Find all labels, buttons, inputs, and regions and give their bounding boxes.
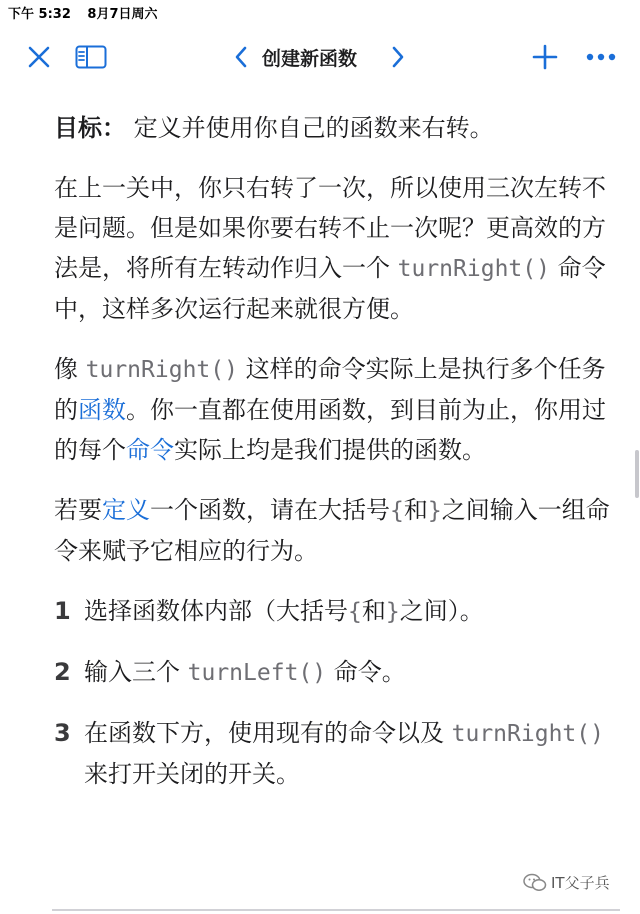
define-text: 一个函数，请在大括号 [150,496,390,524]
brace-close: } [385,599,400,625]
page-title: 创建新函数 [262,48,358,70]
next-page-button[interactable] [385,42,411,72]
nav-bar [0,32,640,82]
intro-text-end: 命令中，这样多次运行起来就很方便。 [54,254,606,323]
close-button[interactable] [24,42,54,72]
chevron-right-icon [390,45,406,69]
plus-icon [532,44,558,70]
watermark-text: IT父子兵 [551,874,610,892]
functions-text: 像 [54,355,86,383]
status-date: 8月7日周六 [87,7,158,22]
functions-text: 这样的命令实际上是执行多个任务的 [54,355,606,424]
divider [52,909,620,911]
more-button[interactable] [584,42,618,72]
more-icon [586,53,616,61]
code-turn-right: turnRight() [85,357,238,383]
close-icon [27,45,51,69]
goal-label: 目标： [54,114,126,142]
code-turn-right: turnRight() [397,256,550,282]
intro-paragraph [54,168,620,329]
step-text: 在函数下方，使用现有的命令以及 [84,719,452,747]
status-time: 下午 5:32 [8,7,71,22]
step-number: 3 [54,719,71,747]
step-number: 2 [54,658,71,686]
status-bar [8,3,170,22]
brace-open: { [348,599,362,625]
list-item [54,652,620,693]
step-text: 选择函数体内部（大括号 [84,597,348,625]
functions-text: 实际上均是我们提供的函数。 [174,436,486,464]
step-text: 来打开关闭的开关。 [84,760,300,788]
define-text: 和 [403,496,428,524]
brace-open: { [390,498,404,524]
define-text: 若要 [54,496,102,524]
previous-page-button[interactable] [228,42,254,72]
step-text: 命令。 [326,658,406,686]
scrollbar-thumb[interactable] [635,450,639,498]
step-number: 1 [54,597,71,625]
add-button[interactable] [530,42,560,72]
step-text: 输入三个 [84,658,188,686]
code-turn-right: turnRight() [451,721,604,747]
goal-paragraph [54,108,620,148]
define-text: 之间输入一组命令来赋予它相应的行为。 [54,496,610,565]
instructions-content [54,108,620,814]
brace-close: } [427,498,442,524]
function-glossary-link[interactable]: 函数 [78,396,126,424]
chevron-left-icon [233,45,249,69]
list-item [54,713,620,794]
code-turn-left: turnLeft() [187,660,327,686]
sidebar-button[interactable] [74,42,108,72]
define-paragraph [54,490,620,571]
watermark [523,872,610,893]
sidebar-icon [75,45,107,69]
wechat-icon [523,873,547,893]
goal-text: 定义并使用你自己的函数来右转。 [133,114,494,142]
steps-list [54,591,620,794]
command-glossary-link[interactable]: 命令 [126,436,174,464]
step-text: 之间）。 [399,597,484,625]
step-text: 和 [361,597,386,625]
list-item [54,591,620,632]
intro-text: 在上一关中，你只右转了一次，所以使用三次左转不是问题。但是如果你要右转不止一次呢？更高效的方法是，将所有左转动作归入一个 [54,174,606,282]
functions-text: 。你一直都在使用函数，到目前为止，你用过的每个 [54,396,606,464]
functions-paragraph [54,349,620,470]
define-glossary-link[interactable]: 定义 [102,496,150,524]
